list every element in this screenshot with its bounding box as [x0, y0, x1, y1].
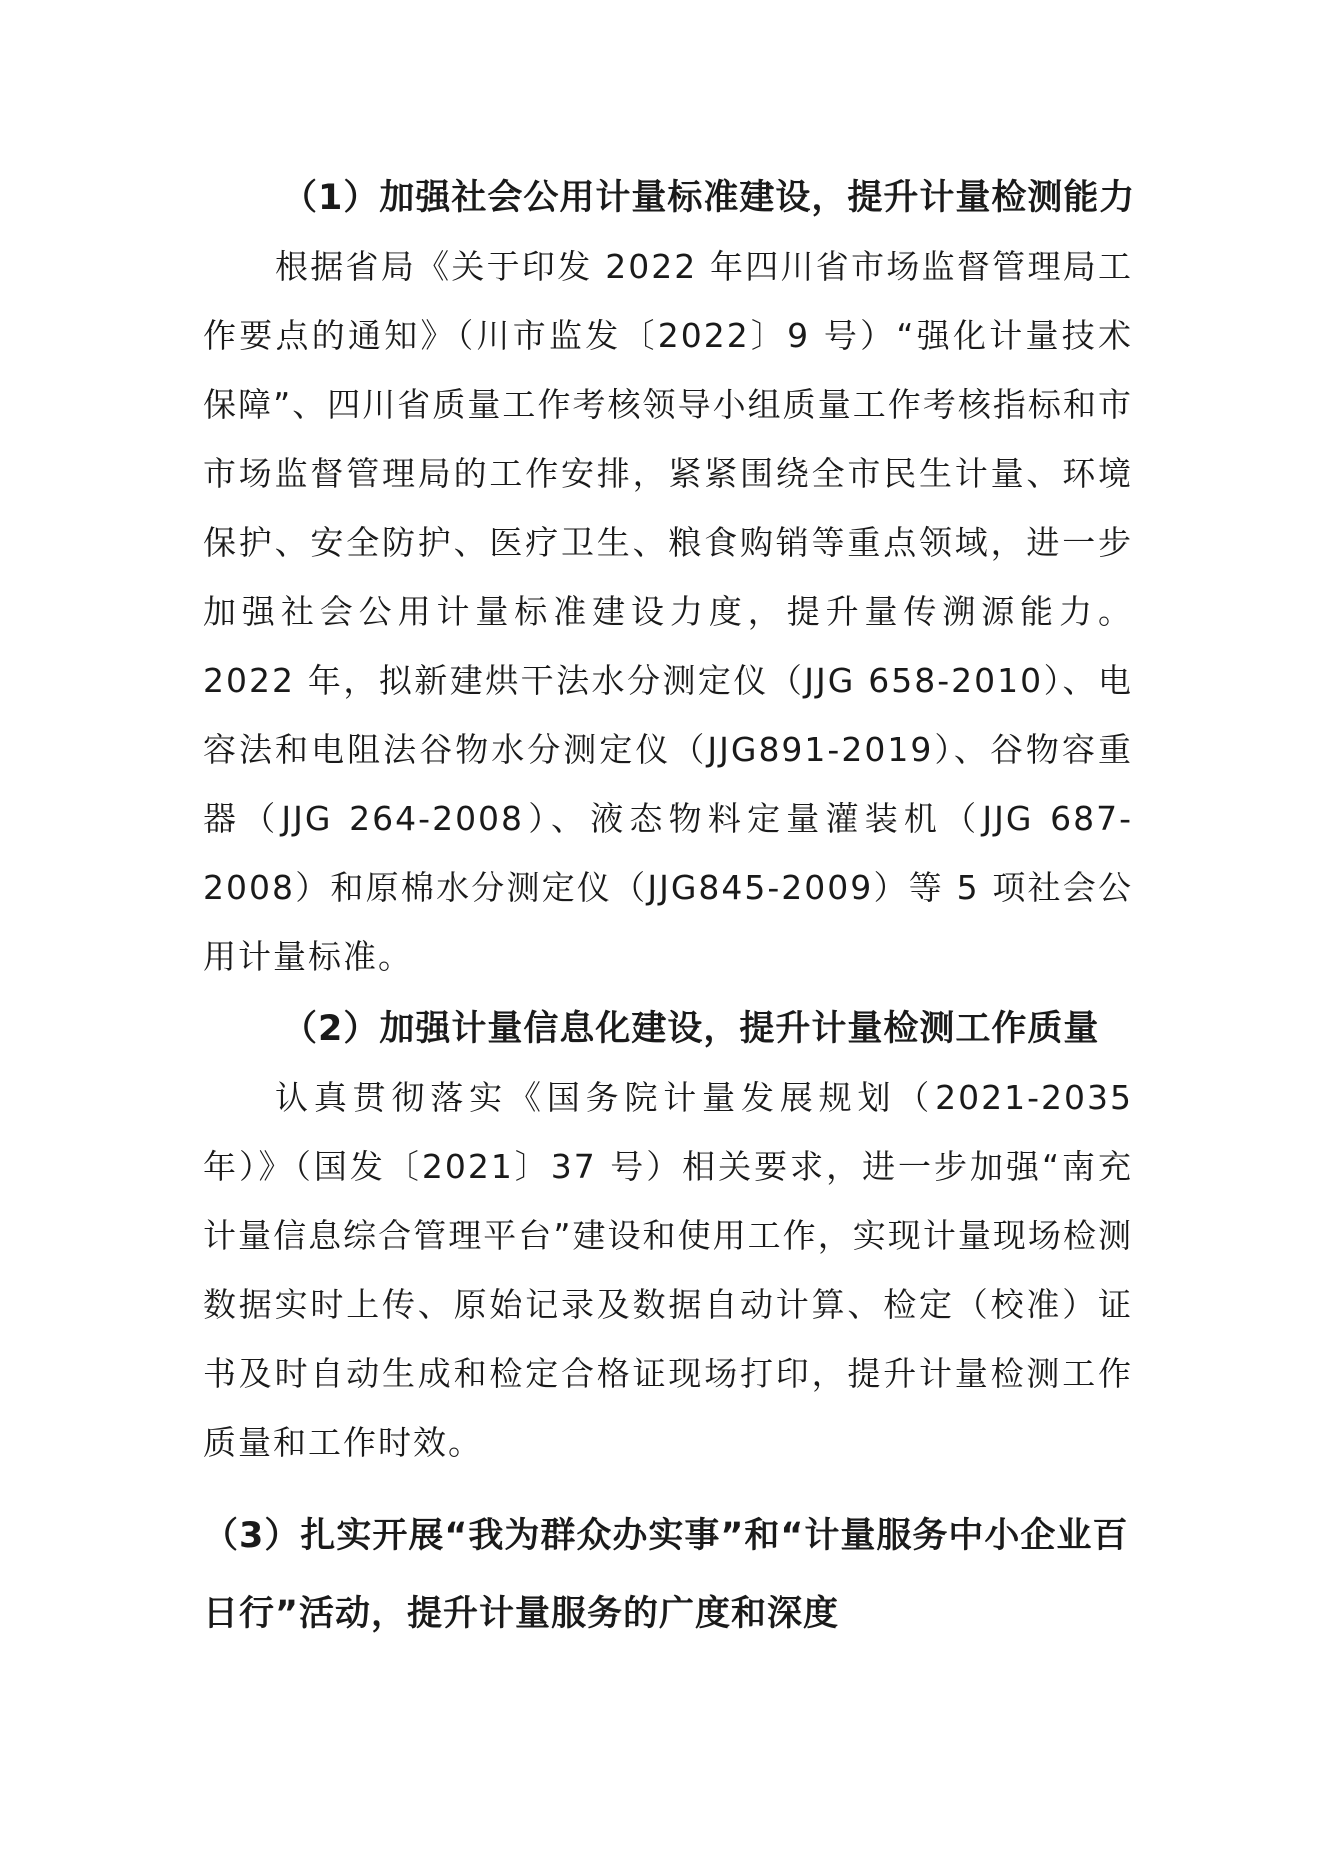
section-paragraph-2: 认真贯彻落实《国务院计量发展规划（2021-2035 年）》（国发〔2021〕37 号）相关要求，进一步加强“南充计量信息综合管理平台”建设和使用工作，实现计量现场检测数据实时上传、原始记录及数据自动计算、检定（校准）证书及时自动生成和检定合格证现场打印，提升计量检测工作质量和工作时效。: [203, 1078, 1133, 1462]
section-heading-1: （1）加强社会公用计量标准建设，提升计量检测能力: [282, 178, 1136, 218]
section-paragraph-1: 根据省局《关于印发 2022 年四川省市场监督管理局工作要点的通知》（川市监发〔2022〕9 号）“强化计量技术保障”、四川省质量工作考核领导小组质量工作考核指标和市市场监督管理局的工作安排，紧紧围绕全市民生计量、环境保护、安全防护、医疗卫生、粮食购销等重点领域，进一步加强社会公用计量标准建设力度，提升量传溯源能力。2022 年，拟新建烘干法水分测定仪（JJG 658-2010）、电容法和电阻法谷物水分测定仪（JJG891-2019）、谷物容重器（JJG 264-2008）、液态物料定量灌装机（JJG 687-2008）和原棉水分测定仪（JJG845-2009）等 5 项社会公用计量标准。: [203, 247, 1133, 976]
section-heading-2: （2）加强计量信息化建设，提升计量检测工作质量: [282, 1009, 1100, 1049]
section-heading-3: （3）扎实开展“我为群众办实事”和“计量服务中小企业百日行”活动，提升计量服务的广度和深度: [203, 1516, 1129, 1634]
